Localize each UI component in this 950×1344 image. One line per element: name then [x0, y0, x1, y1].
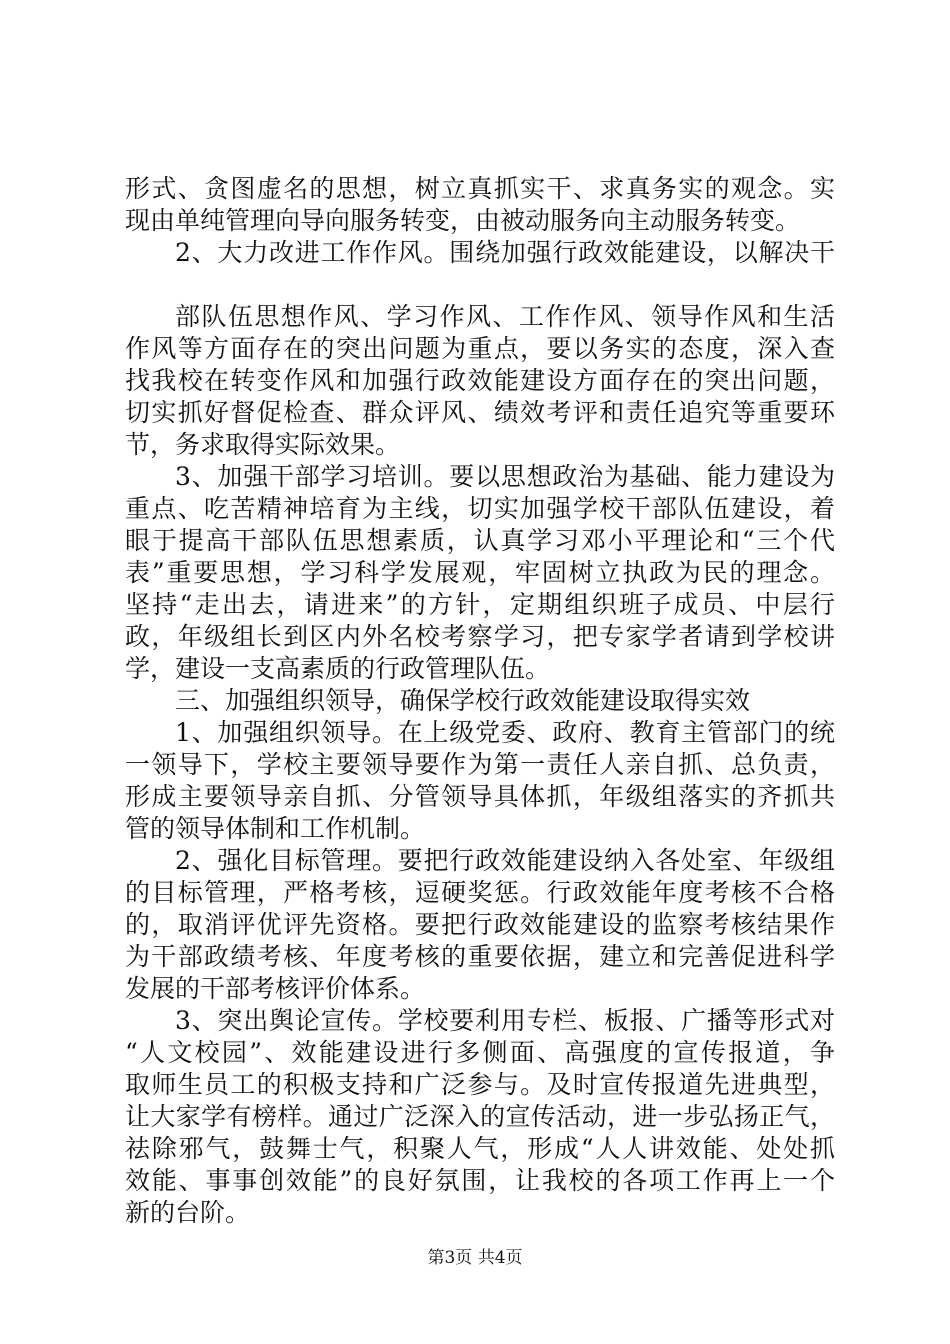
- text-line: 为干部政绩考核、年度考核的重要依据，建立和完善促进科学: [125, 942, 835, 971]
- text-line: 政，年级组长到区内外名校考察学习，把专家学者请到学校讲: [125, 622, 835, 651]
- text-line: 让大家学有榜样。通过广泛深入的宣传活动，进一步弘扬正气，: [125, 1102, 835, 1131]
- text-line: 取师生员工的积极支持和广泛参与。及时宣传报道先进典型，: [125, 1070, 835, 1099]
- text-line: 发展的干部考核评价体系。: [125, 974, 426, 1003]
- text-line: 形式、贪图虚名的思想，树立真抓实干、求真务实的观念。实: [125, 174, 835, 203]
- text-line: 效能、事事创效能”的良好氛围，让我校的各项工作再上一个: [125, 1166, 835, 1195]
- text-line: 现由单纯管理向导向服务转变，由被动服务向主动服务转变。: [125, 206, 801, 235]
- text-line: 2、强化目标管理。要把行政效能建设纳入各处室、年级组: [175, 846, 835, 875]
- text-line: 学，建设一支高素质的行政管理队伍。: [125, 654, 551, 683]
- text-line: 的，取消评优评先资格。要把行政效能建设的监察考核结果作: [125, 910, 835, 939]
- text-line: 管的领导体制和工作机制。: [125, 814, 426, 843]
- page-number-footer: 第3页 共4页: [427, 1248, 523, 1268]
- text-line: 作风等方面存在的突出问题为重点，要以务实的态度，深入查: [125, 334, 835, 363]
- text-line: 部队伍思想作风、学习作风、工作作风、领导作风和生活: [175, 302, 835, 331]
- text-line: 节，务求取得实际效果。: [125, 430, 401, 459]
- text-line: 眼于提高干部队伍思想素质，认真学习邓小平理论和“三个代: [125, 526, 835, 555]
- text-line: 3、突出舆论宣传。学校要利用专栏、板报、广播等形式对: [175, 1006, 835, 1035]
- text-line: 表”重要思想，学习科学发展观，牢固树立执政为民的理念。: [125, 558, 835, 587]
- text-line: “人文校园”、效能建设进行多侧面、高强度的宣传报道，争: [125, 1038, 835, 1067]
- text-line: 3、加强干部学习培训。要以思想政治为基础、能力建设为: [175, 462, 835, 491]
- text-line: 新的台阶。: [125, 1198, 251, 1227]
- text-line: 一领导下，学校主要领导要作为第一责任人亲自抓、总负责，: [125, 750, 835, 779]
- text-line: 2、大力改进工作作风。围绕加强行政效能建设，以解决干: [175, 238, 835, 267]
- text-line: 找我校在转变作风和加强行政效能建设方面存在的突出问题，: [125, 366, 835, 395]
- text-line: 形成主要领导亲自抓、分管领导具体抓，年级组落实的齐抓共: [125, 782, 835, 811]
- text-line: 祛除邪气，鼓舞士气，积聚人气，形成“人人讲效能、处处抓: [125, 1134, 835, 1163]
- text-line: 的目标管理，严格考核，逗硬奖惩。行政效能年度考核不合格: [125, 878, 835, 907]
- text-line: 重点、吃苦精神培育为主线，切实加强学校干部队伍建设，着: [125, 494, 835, 523]
- section-heading: 三、加强组织领导，确保学校行政效能建设取得实效: [175, 686, 751, 715]
- text-line: 坚持“走出去，请进来”的方针，定期组织班子成员、中层行: [125, 590, 835, 619]
- text-line: 切实抓好督促检查、群众评风、绩效考评和责任追究等重要环: [125, 398, 835, 427]
- text-line: 1、加强组织领导。在上级党委、政府、教育主管部门的统: [175, 718, 835, 747]
